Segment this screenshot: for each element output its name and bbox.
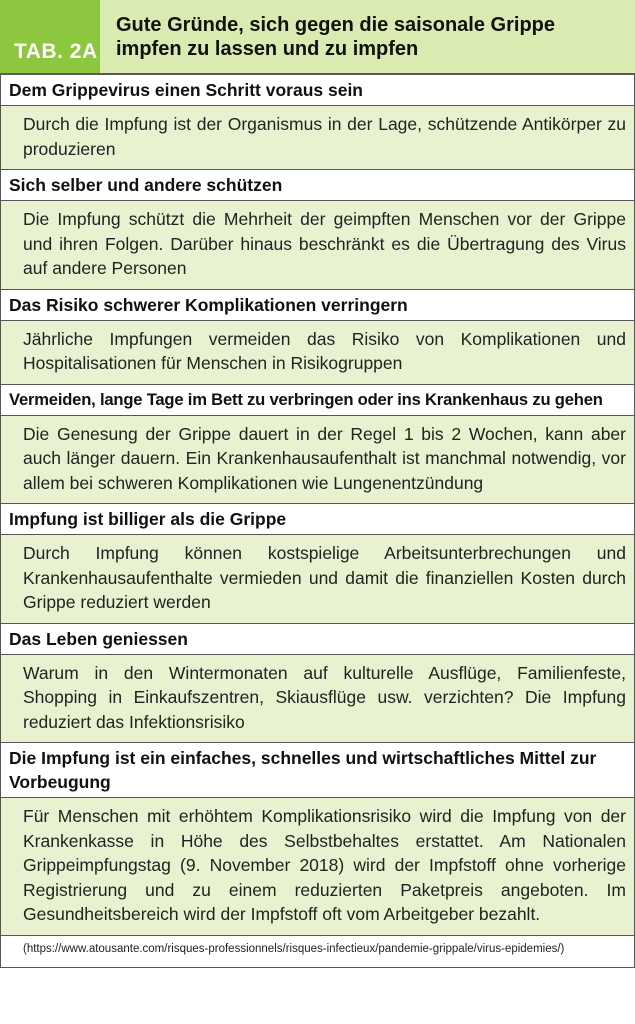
row-text-6: Warum in den Wintermonaten auf kulturelle Ausflüge, Familienfeste, Shopping in Einkaufszentren, Skiausflüge usw. verzichten? Die Impfung reduziert das Infektionsrisiko xyxy=(1,655,634,744)
row-text-7: Für Menschen mit erhöhtem Komplikationsrisiko wird die Impfung von der Krankenkasse in Höhe des Selbstbehaltes erstattet. Am Nationalen Grippeimpfungstag (9. November 2018) wird der Impfstoff ohne vorherige Registrierung und zu einem reduzierten Paketpreis angeboten. Im Gesundheitsbereich wird der Impfstoff oft vom Arbeitgeber bezahlt. xyxy=(1,798,634,936)
row-heading-7: Die Impfung ist ein einfaches, schnelles und wirtschaftliches Mittel zur Vorbeugung xyxy=(1,743,634,798)
source-link[interactable]: (https://www.atousante.com/risques-professionnels/risques-infectieux/pandemie-grippale/virus-epidemies/) xyxy=(1,936,634,968)
table-header xyxy=(0,0,635,75)
row-text-5: Durch Impfung können kostspielige Arbeitsunterbrechungen und Krankenhausaufenthalte vermieden und damit die finanziellen Kosten durch Grippe reduziert werden xyxy=(1,535,634,624)
row-text-1: Durch die Impfung ist der Organismus in der Lage, schützende Antikörper zu produzieren xyxy=(1,106,634,170)
row-heading-1: Dem Grippevirus einen Schritt voraus sein xyxy=(1,75,634,106)
row-heading-4: Vermeiden, lange Tage im Bett zu verbringen oder ins Krankenhaus zu gehen xyxy=(1,385,634,416)
row-heading-6: Das Leben geniessen xyxy=(1,624,634,655)
table-label: TAB. 2A xyxy=(0,0,100,73)
row-text-2: Die Impfung schützt die Mehrheit der geimpften Menschen vor der Grippe und ihren Folgen. Darüber hinaus beschränkt es die Übertragung des Virus auf andere Personen xyxy=(1,201,634,290)
row-heading-2: Sich selber und andere schützen xyxy=(1,170,634,201)
row-heading-3: Das Risiko schwerer Komplikationen verringern xyxy=(1,290,634,321)
table-title: Gute Gründe, sich gegen die saisonale Grippe impfen zu lassen und zu impfen xyxy=(100,0,635,73)
row-text-3: Jährliche Impfungen vermeiden das Risiko von Komplikationen und Hospitalisationen für Menschen in Risikogruppen xyxy=(1,321,634,385)
reasons-table xyxy=(0,75,635,968)
row-text-4: Die Genesung der Grippe dauert in der Regel 1 bis 2 Wochen, kann aber auch länger dauern. Ein Krankenhausaufenthalt ist manchmal notwendig, vor allem bei schweren Komplikationen wie Lungenentzündung xyxy=(1,416,634,505)
row-heading-5: Impfung ist billiger als die Grippe xyxy=(1,504,634,535)
